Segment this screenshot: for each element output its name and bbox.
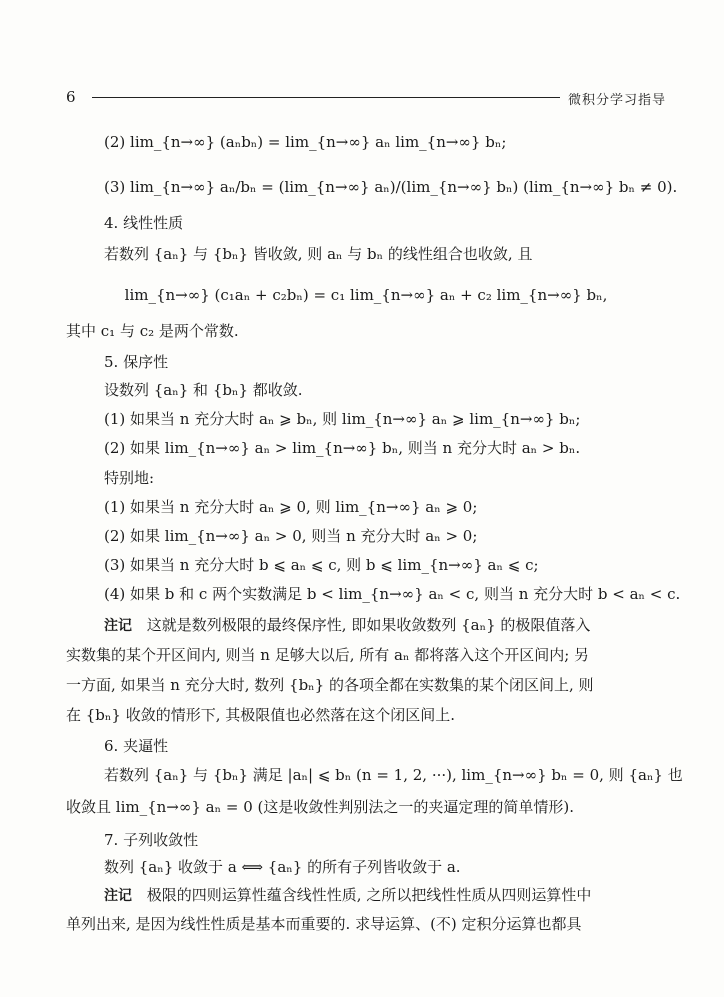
text-line: 若数列 {aₙ} 与 {bₙ} 满足 |aₙ| ⩽ bₙ (n = 1, 2, ···), lim_{n→∞} bₙ = 0, 则 {aₙ} 也 — [104, 766, 683, 784]
section-heading: 4. 线性性质 — [104, 214, 184, 232]
text-line: 数列 {aₙ} 收敛于 a ⟺ {aₙ} 的所有子列皆收敛于 a. — [104, 858, 461, 876]
text-line: 其中 c₁ 与 c₂ 是两个常数. — [66, 322, 239, 340]
text-line: (2) lim_{n→∞} (aₙbₙ) = lim_{n→∞} aₙ lim_{n→∞} bₙ; — [104, 133, 507, 151]
text-line: 设数列 {aₙ} 和 {bₙ} 都收敛. — [104, 381, 303, 399]
text-line: (3) lim_{n→∞} aₙ/bₙ = (lim_{n→∞} aₙ)/(lim_{n→∞} bₙ) (lim_{n→∞} bₙ ≠ 0). — [104, 178, 678, 196]
section-heading: 6. 夹逼性 — [104, 737, 169, 755]
text-line: (4) 如果 b 和 c 两个实数满足 b < lim_{n→∞} aₙ < c, 则当 n 充分大时 b < aₙ < c. — [104, 585, 681, 603]
text-line: (2) 如果 lim_{n→∞} aₙ > lim_{n→∞} bₙ, 则当 n 充分大时 aₙ > bₙ. — [104, 439, 581, 457]
note-text: 极限的四则运算性蕴含线性性质, 之所以把线性性质从四则运算性中 — [146, 886, 592, 904]
text-line: (3) 如果当 n 充分大时 b ⩽ aₙ ⩽ c, 则 b ⩽ lim_{n→∞} aₙ ⩽ c; — [104, 556, 539, 574]
page-number: 6 — [66, 88, 76, 106]
header-rule — [92, 97, 560, 98]
section-heading: 5. 保序性 — [104, 353, 169, 371]
note-label: 注记 — [104, 888, 132, 904]
text-line: 单列出来, 是因为线性性质是基本而重要的. 求导运算、(不) 定积分运算也都具 — [66, 915, 582, 933]
text-line: (2) 如果 lim_{n→∞} aₙ > 0, 则当 n 充分大时 aₙ > 0; — [104, 527, 478, 545]
display-formula: lim_{n→∞} (c₁aₙ + c₂bₙ) = c₁ lim_{n→∞} aₙ + c₂ lim_{n→∞} bₙ, — [124, 286, 608, 304]
text-line: 一方面, 如果当 n 充分大时, 数列 {bₙ} 的各项全都在实数集的某个闭区间上, 则 — [66, 676, 594, 694]
text-line: 特别地: — [104, 469, 155, 487]
text-line: 在 {bₙ} 收敛的情形下, 其极限值也必然落在这个闭区间上. — [66, 706, 456, 724]
text-line: 实数集的某个开区间内, 则当 n 足够大以后, 所有 aₙ 都将落入这个开区间内; 另 — [66, 646, 590, 664]
text-line: (1) 如果当 n 充分大时 aₙ ⩾ bₙ, 则 lim_{n→∞} aₙ ⩾ lim_{n→∞} bₙ; — [104, 410, 581, 428]
running-title: 微积分学习指导 — [567, 93, 666, 108]
note-label: 注记 — [104, 618, 132, 634]
text-line: 若数列 {aₙ} 与 {bₙ} 皆收敛, 则 aₙ 与 bₙ 的线性组合也收敛, 且 — [104, 245, 533, 263]
text-line: (1) 如果当 n 充分大时 aₙ ⩾ 0, 则 lim_{n→∞} aₙ ⩾ 0; — [104, 498, 478, 516]
note-line — [104, 614, 590, 637]
note-line — [104, 884, 591, 907]
text-line: 收敛且 lim_{n→∞} aₙ = 0 (这是收敛性判别法之一的夹逼定理的简单情形). — [66, 798, 574, 816]
note-text: 这就是数列极限的最终保序性, 即如果收敛数列 {aₙ} 的极限值落入 — [146, 616, 591, 634]
page-header — [66, 88, 666, 108]
section-heading: 7. 子列收敛性 — [104, 831, 199, 849]
